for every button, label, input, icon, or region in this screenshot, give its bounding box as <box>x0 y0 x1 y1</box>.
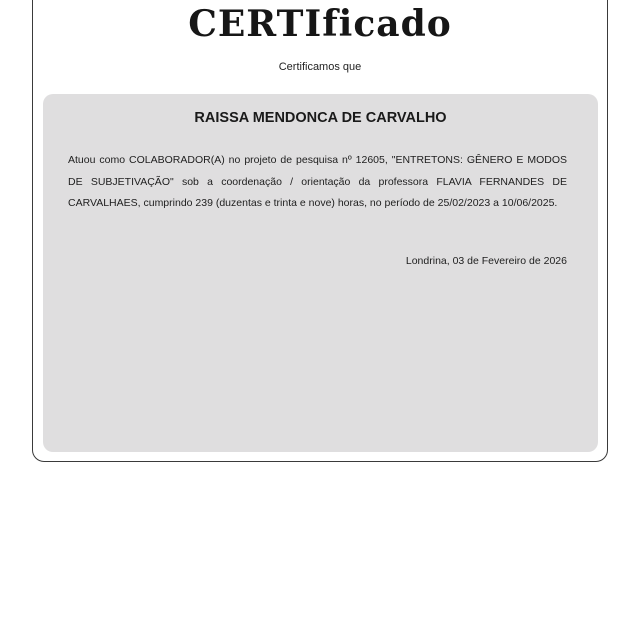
certificate-content-panel <box>43 94 598 452</box>
certificate-intro: Certificamos que <box>278 61 362 73</box>
recipient-name: RAISSA MENDONCA DE CARVALHO <box>194 110 447 126</box>
certificate-heading: CERTIficado <box>188 3 452 45</box>
certificate-body-text: Atuou como COLABORADOR(A) no projeto de pesquisa nº 12605, "ENTRETONS: GÊNERO E MODOS DE SUBJETIVAÇÃO" sob a coordenação / orientação da professora FLAVIA FERNANDES DE CARVALHAES, cumprindo 239 (duzentas e trinta e nove) horas, no período de 25/02/2023 a 10/06/2025. <box>68 154 567 209</box>
place-and-date: Londrina, 03 de Fevereiro de 2026 <box>405 255 567 267</box>
